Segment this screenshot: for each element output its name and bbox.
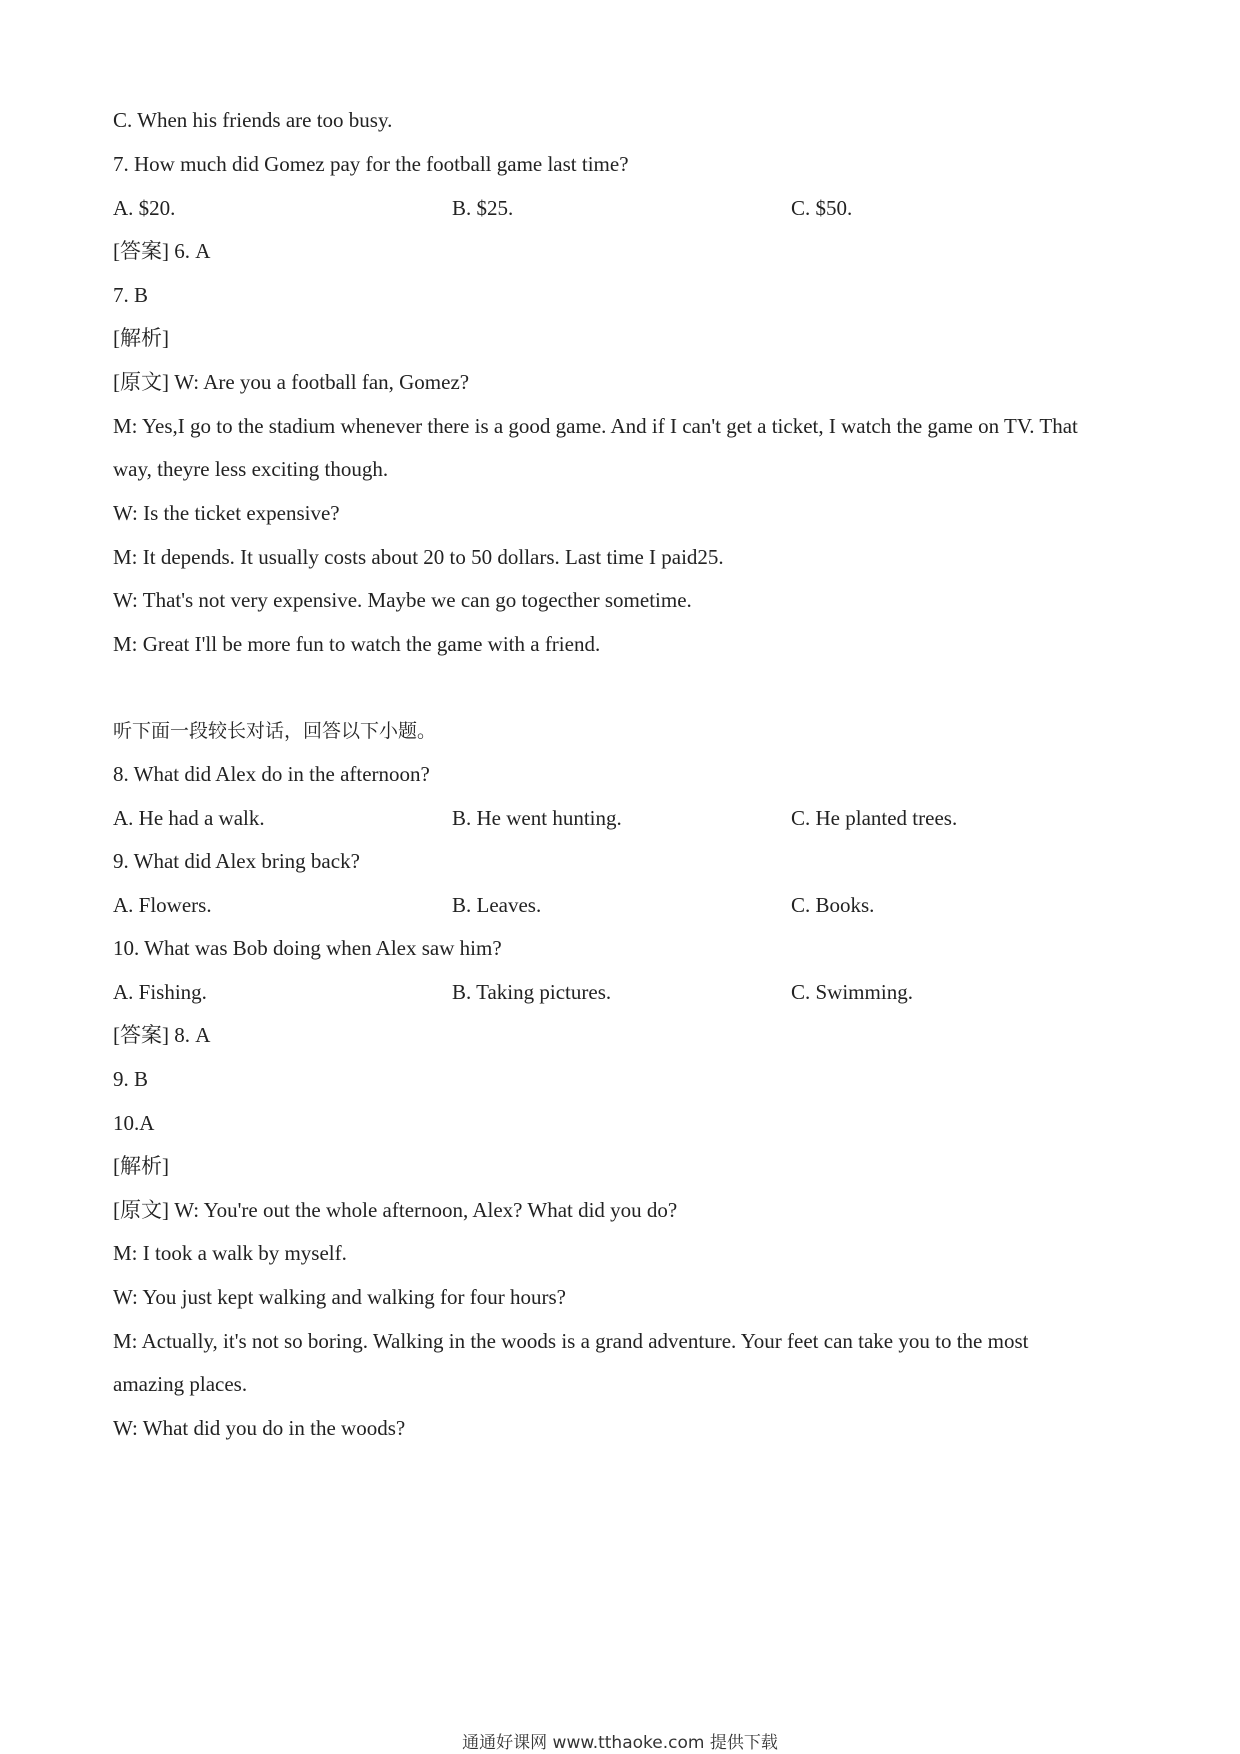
q8-option-a: A. He had a walk. (113, 806, 265, 830)
q7-option-c: C. $50. (791, 196, 853, 220)
q8-option-b: B. He went hunting. (452, 806, 622, 830)
q9-option-b: B. Leaves. (452, 893, 542, 917)
answer-10: 10.A (113, 1111, 155, 1135)
page-footer-watermark: 通通好课网 www.tthaoke.com 提供下载 (462, 1733, 778, 1753)
section-instruction: 听下面一段较长对话，回答以下小题。 (113, 720, 437, 742)
transcript-1-line-6: W: That's not very expensive. Maybe we can go togecther sometime. (113, 588, 692, 612)
q7-option-b: B. $25. (452, 196, 514, 220)
question-8: 8. What did Alex do in the afternoon? (113, 762, 430, 786)
transcript-1-line-3: way, theyre less exciting though. (113, 457, 389, 481)
transcript-2-line-5: amazing places. (113, 1372, 248, 1396)
q10-option-c: C. Swimming. (791, 980, 913, 1004)
answer-9: 9. B (113, 1067, 149, 1091)
answer-6: [答案] 6. A (113, 239, 211, 263)
transcript-1-line-7: M: Great I'll be more fun to watch the game with a friend. (113, 632, 601, 656)
transcript-1-line-5: M: It depends. It usually costs about 20 to 50 dollars. Last time I paid25. (113, 545, 724, 569)
explanation-heading-1: [解析] (113, 326, 169, 350)
q7-option-a: A. $20. (113, 196, 176, 220)
answer-8: [答案] 8. A (113, 1023, 211, 1047)
q9-option-c: C. Books. (791, 893, 875, 917)
explanation-heading-2: [解析] (113, 1154, 169, 1178)
transcript-2-line-6: W: What did you do in the woods? (113, 1416, 406, 1440)
q6-option-c: C. When his friends are too busy. (113, 108, 393, 132)
answer-7: 7. B (113, 283, 149, 307)
q9-option-a: A. Flowers. (113, 893, 212, 917)
transcript-2-line-3: W: You just kept walking and walking for four hours? (113, 1285, 566, 1309)
transcript-2-line-1: [原文] W: You're out the whole afternoon, Alex? What did you do? (113, 1198, 678, 1222)
transcript-1-line-1: [原文] W: Are you a football fan, Gomez? (113, 370, 470, 394)
q10-option-b: B. Taking pictures. (452, 980, 612, 1004)
question-10: 10. What was Bob doing when Alex saw him? (113, 936, 502, 960)
transcript-2-line-2: M: I took a walk by myself. (113, 1241, 347, 1265)
transcript-1-line-4: W: Is the ticket expensive? (113, 501, 340, 525)
question-9: 9. What did Alex bring back? (113, 849, 360, 873)
q8-option-c: C. He planted trees. (791, 806, 958, 830)
q10-option-a: A. Fishing. (113, 980, 207, 1004)
transcript-2-line-4: M: Actually, it's not so boring. Walking in the woods is a grand adventure. Your feet can take you to the most (113, 1329, 1029, 1353)
transcript-1-line-2: M: Yes,I go to the stadium whenever there is a good game. And if I can't get a ticket, I watch the game on TV. That (113, 414, 1078, 438)
question-7: 7. How much did Gomez pay for the football game last time? (113, 152, 629, 176)
